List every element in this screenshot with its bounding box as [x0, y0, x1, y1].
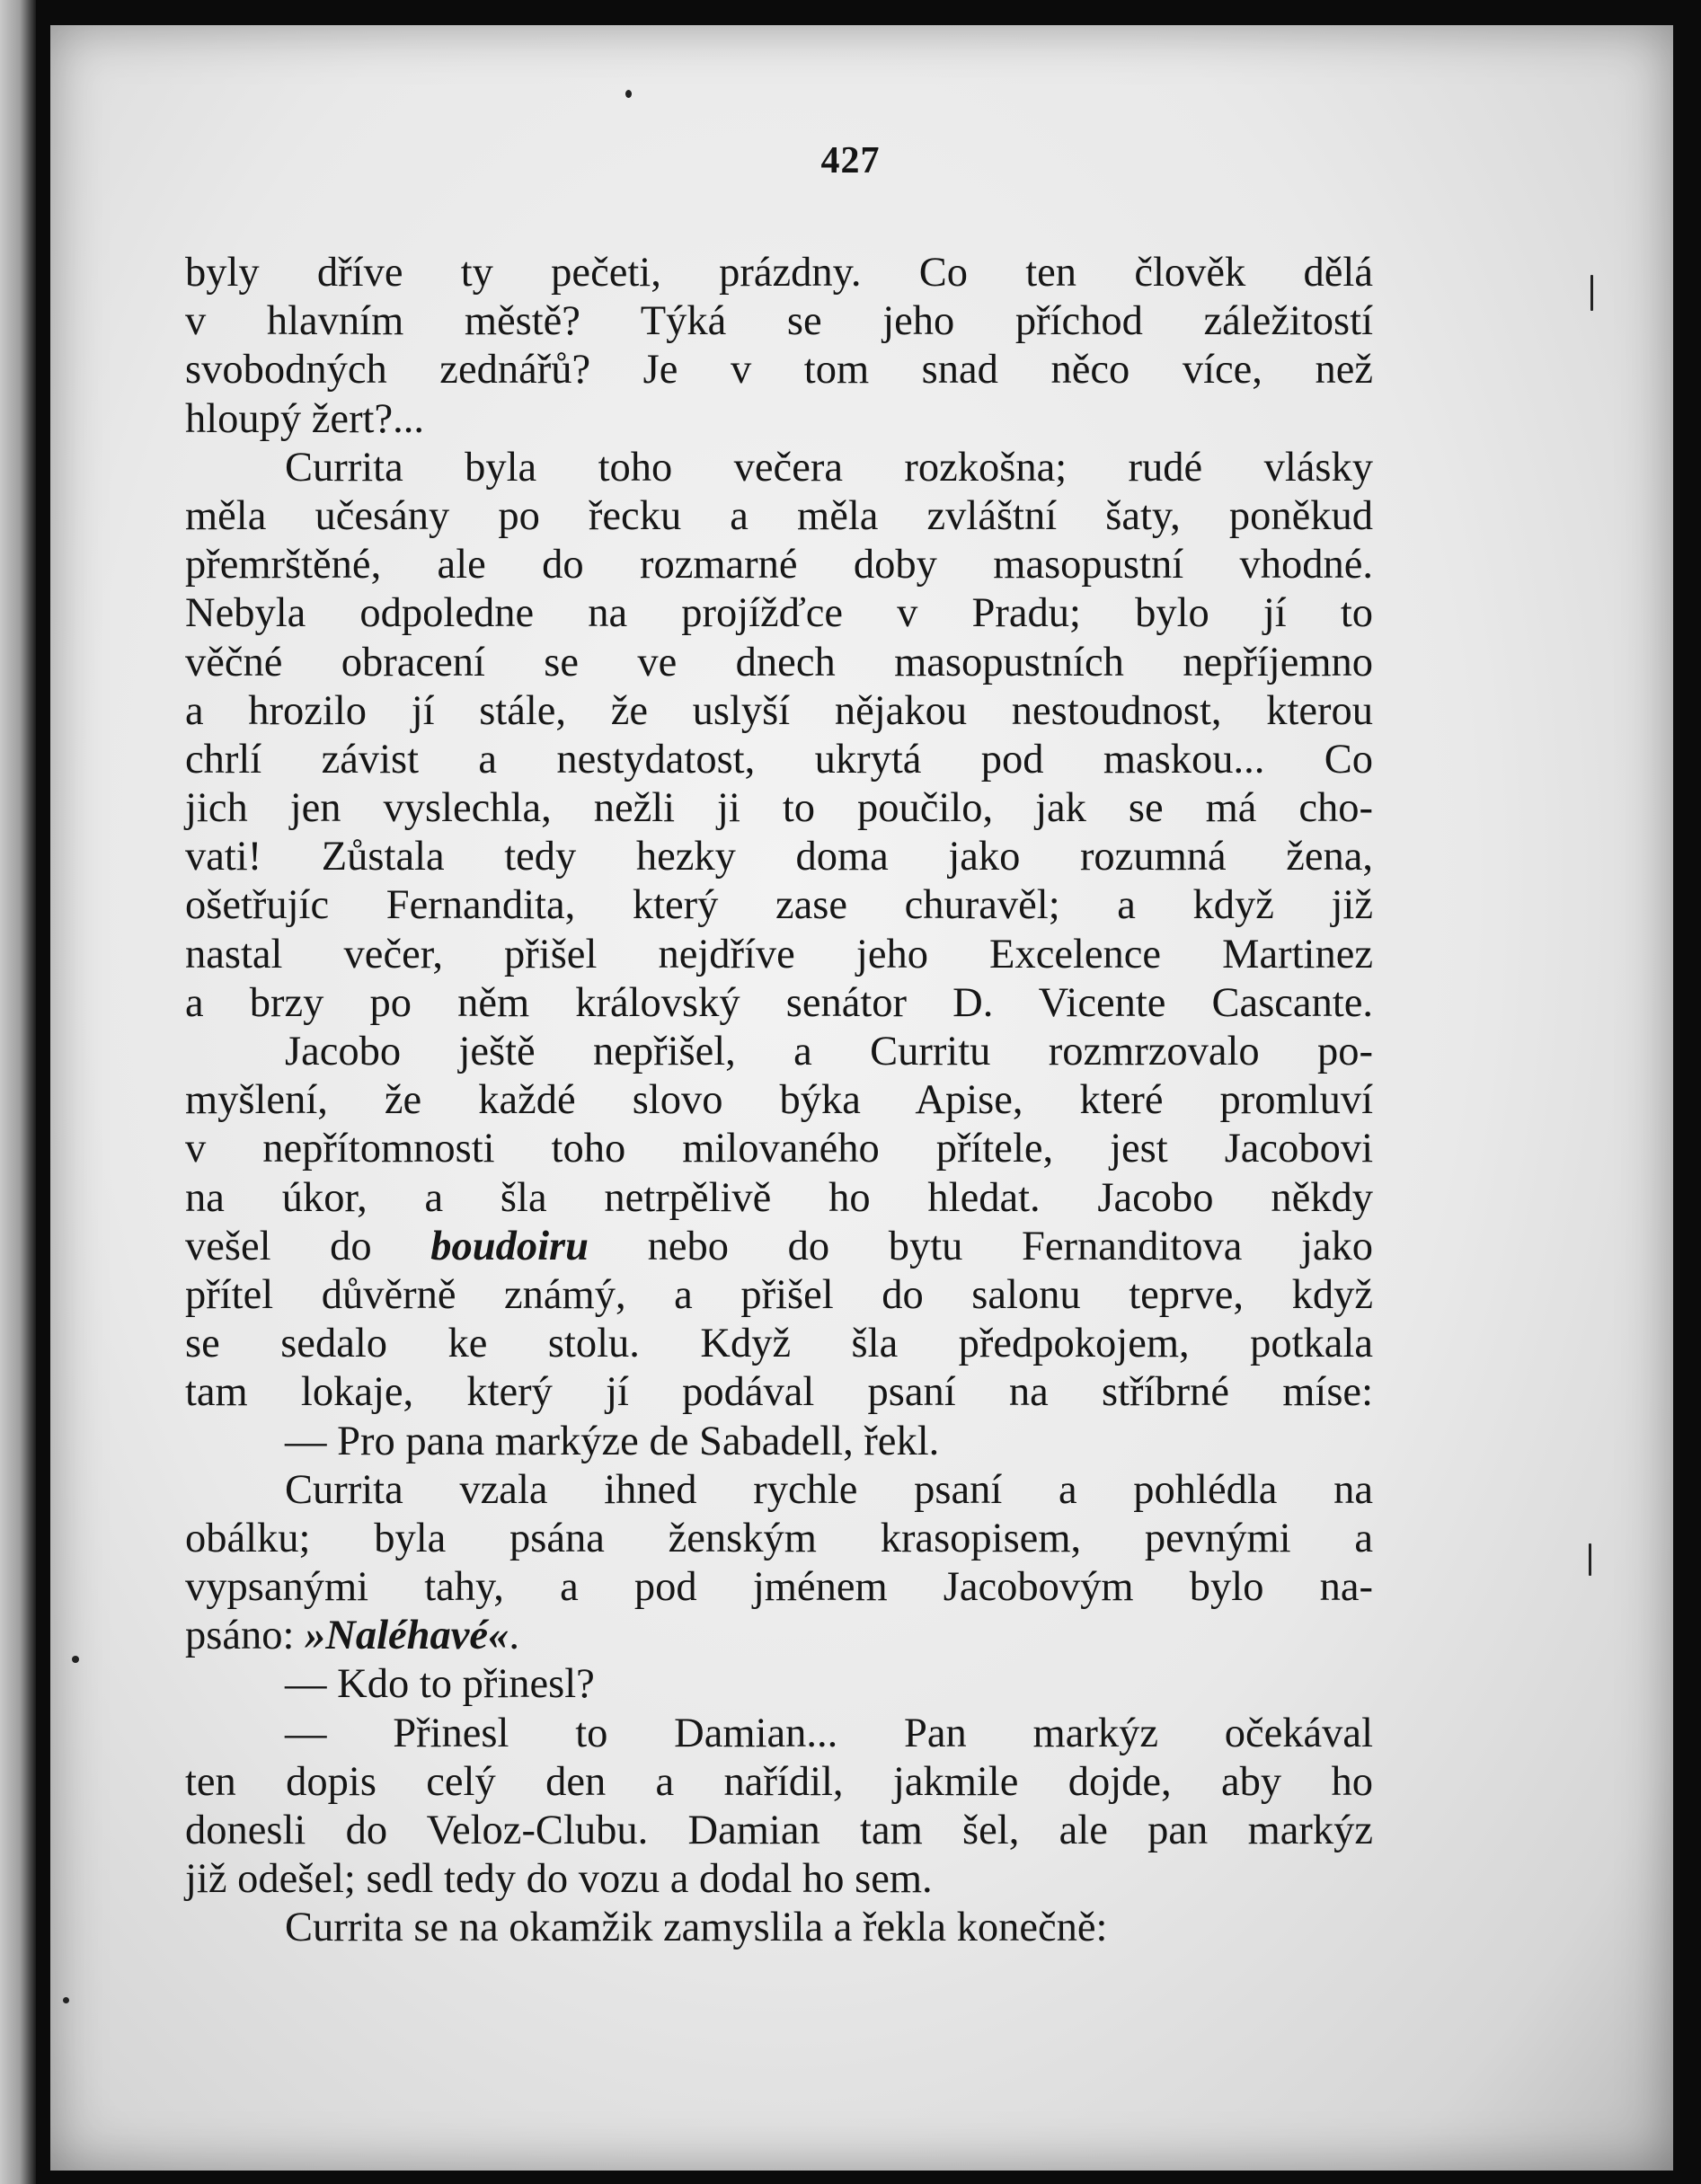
- text-line: myšlení, že každé slovo býka Apise, které promluví: [185, 1077, 1373, 1124]
- text-line: v nepřítomnosti toho milovaného přítele, jest Jacobovi: [185, 1126, 1373, 1172]
- italic-word: boudoiru: [430, 1223, 589, 1269]
- text-line: obálku; byla psána ženským krasopisem, pevnými a: [185, 1515, 1373, 1561]
- text-line: — Pro pana markýze de Sabadell, řekl.: [285, 1418, 940, 1464]
- scan-speck: [1589, 1543, 1591, 1576]
- text-line: — Přinesl to Damian... Pan markýz očekával: [285, 1710, 1373, 1756]
- text-run: .: [509, 1613, 519, 1659]
- scan-speck: [63, 1997, 69, 2003]
- text-line: Nebyla odpoledne na projížďce v Pradu; bylo jí to: [185, 590, 1373, 637]
- italic-word: »Naléhavé«: [305, 1613, 509, 1659]
- scan-speck: [625, 90, 632, 98]
- scan-left-edge: [0, 0, 36, 2184]
- text-line: [185, 1223, 1373, 1271]
- text-line: se sedalo ke stolu. Když šla předpokojem, potkala: [185, 1321, 1373, 1367]
- scan-speck: [72, 1656, 79, 1663]
- text-line: přemrštěné, ale do rozmarné doby masopustní vhodné.: [185, 542, 1373, 588]
- scan-speck: [1590, 275, 1593, 311]
- text-line: měla učesány po řecku a měla zvláštní šaty, poněkud: [185, 492, 1373, 539]
- text-line: Currita vzala ihned rychle psaní a pohlédla na: [285, 1466, 1373, 1513]
- text-run: vešel do: [185, 1223, 431, 1269]
- text-line: svobodných zednářů? Je v tom snad něco více, než: [185, 347, 1373, 393]
- text-line: tam lokaje, který jí podával psaní na stříbrné míse:: [185, 1369, 1373, 1416]
- text-line: hloupý žert?...: [185, 395, 424, 442]
- text-line: v hlavním městě? Týká se jeho příchod záležitostí: [185, 298, 1373, 345]
- text-line: již odešel; sedl tedy do vozu a dodal ho sem.: [185, 1856, 933, 1903]
- text-line: donesli do Veloz-Clubu. Damian tam šel, ale pan markýz: [185, 1808, 1373, 1853]
- text-line: — Kdo to přinesl?: [285, 1661, 595, 1708]
- text-line: byly dříve ty pečeti, prázdny. Co ten člověk dělá: [185, 250, 1373, 296]
- text-line: ten dopis celý den a nařídil, jakmile dojde, aby ho: [185, 1758, 1373, 1805]
- text-line: vati! Zůstala tedy hezky doma jako rozumná žena,: [185, 834, 1373, 880]
- text-line: a brzy po něm královský senátor D. Vicente Cascante.: [185, 979, 1373, 1026]
- text-line: na úkor, a šla netrpělivě ho hledat. Jacobo někdy: [185, 1174, 1373, 1221]
- text-line: Jacobo ještě nepřišel, a Curritu rozmrzovalo po-: [285, 1029, 1373, 1074]
- text-line: [185, 1612, 1373, 1660]
- text-run: nebo do bytu Fernanditova jako: [589, 1223, 1374, 1269]
- text-line: Currita se na okamžik zamyslila a řekla konečně:: [285, 1905, 1108, 1951]
- text-line: Currita byla toho večera rozkošna; rudé vlásky: [285, 444, 1373, 491]
- text-line: chrlí závist a nestydatost, ukrytá pod maskou... Co: [185, 736, 1373, 783]
- text-line: přítel důvěrně známý, a přišel do salonu teprve, když: [185, 1271, 1373, 1318]
- text-line: vypsanými tahy, a pod jménem Jacobovým bylo na-: [185, 1564, 1373, 1611]
- page-number: 427: [820, 140, 881, 181]
- text-line: jich jen vyslechla, nežli ji to poučilo, jak se má cho-: [185, 785, 1373, 832]
- body-text: [185, 249, 1373, 1953]
- text-line: věčné obracení se ve dnech masopustních nepříjemno: [185, 639, 1373, 685]
- text-line: nastal večer, přišel nejdříve jeho Excelence Martinez: [185, 931, 1373, 977]
- text-line: ošetřujíc Fernandita, který zase churavěl; a když již: [185, 882, 1373, 929]
- text-run: psáno:: [185, 1613, 306, 1659]
- text-line: a hrozilo jí stále, že uslyší nějakou nestoudnost, kterou: [185, 687, 1373, 734]
